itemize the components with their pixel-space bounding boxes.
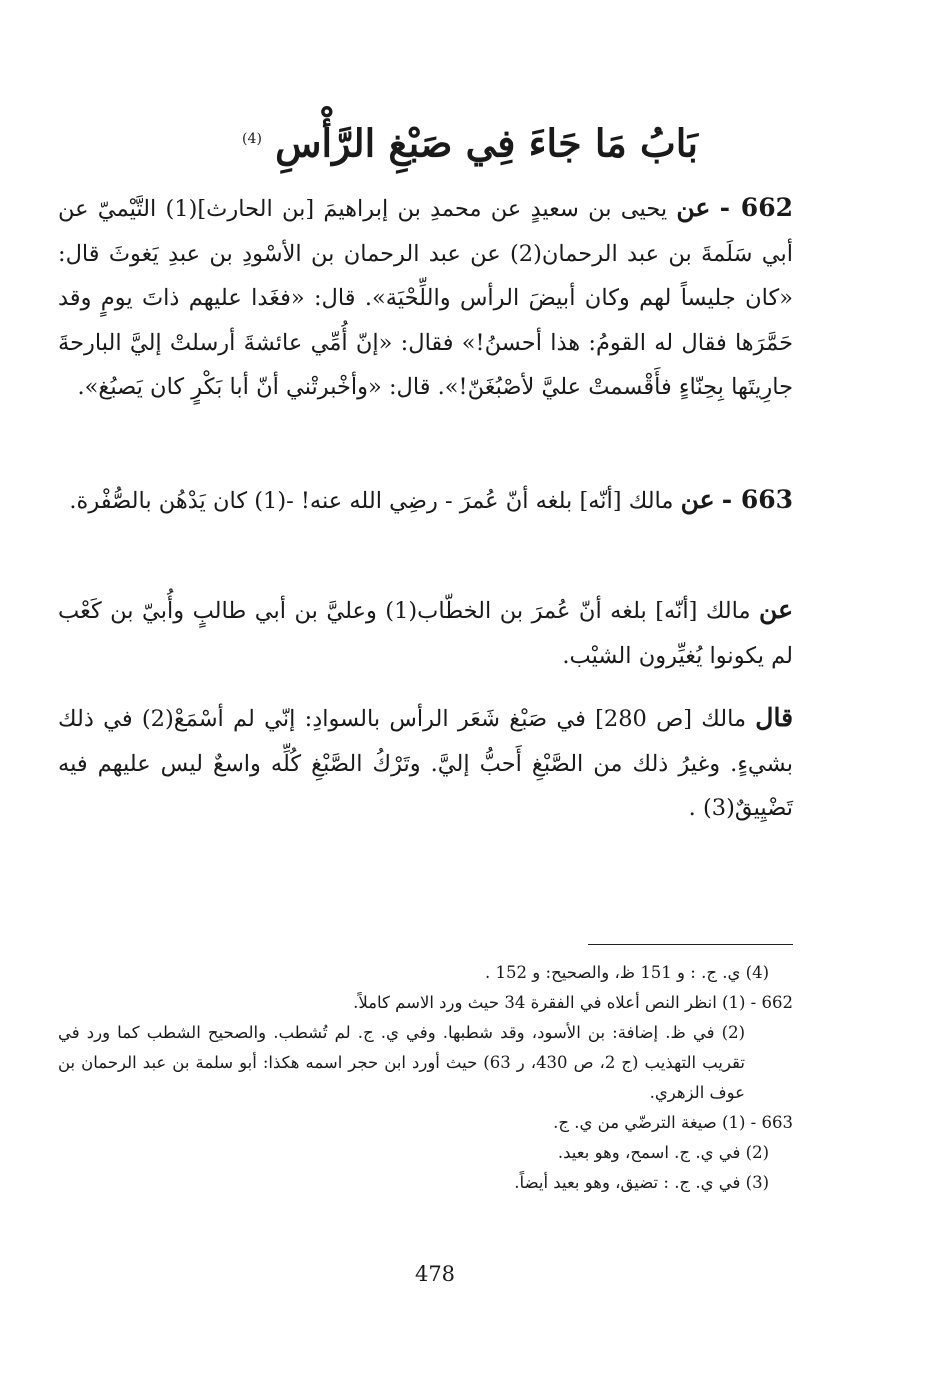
paragraph-number: 662 - — [719, 193, 793, 222]
paragraph-text: مالك [أنّه] بلغه أنّ عُمرَ بن الخطّاب(1) وعليَّ بن أبي طالبٍ وأُبيّ بن كَعْب لم يكونوا يُغيِّرون الشيْب. — [58, 598, 793, 669]
footnote: (3) في ي. ج. : تضيق، وهو بعيد أيضاً. — [514, 1173, 769, 1192]
paragraph-662 — [58, 186, 793, 410]
footnote-separator — [588, 944, 793, 945]
paragraph-number: 663 - — [721, 485, 793, 514]
paragraph-663 — [58, 478, 793, 524]
paragraph-lead-word: عن — [676, 193, 711, 222]
paragraph-lead-word: عن — [680, 485, 715, 514]
chapter-title-text: بَابُ مَا جَاءَ فِي صَبْغِ الرَّأْسِ — [275, 120, 698, 166]
footnote: 662 - (1) انظر النص أعلاه في الفقرة 34 حيث ورد الاسم كاملاً. — [353, 993, 793, 1012]
chapter-title-footnote-ref: (4) — [242, 131, 262, 147]
footnote: (2) في ي. ج. اسمح، وهو بعيد. — [557, 1143, 769, 1162]
paragraph-text: مالك [ص 280] في صَبْغ شَعَر الرأس بالسوادِ: إنّي لم أسْمَعْ(2) في ذلك بشيءٍ. وغيرُ ذلك من الصَّبْغِ أَحبُّ إليَّ. وتَرْكُ الصَّبْغِ كُلِّه واسعٌ ليس عليهم فيه تَضْيِيقٌ(3) . — [58, 706, 793, 821]
page-number: 478 — [414, 1262, 456, 1286]
footnotes — [58, 958, 793, 1198]
paragraph-text: يحيى بن سعيدٍ عن محمدِ بن إبراهيمَ [بن الحارث](1) التَّيْميّ عن أبي سَلَمةَ بن عبد الرحمان(2) عن عبد الرحمان بن الأسْودِ بن عبدِ يَغوثَ قال: «كان جليساً لهم وكان أبيضَ الرأس واللِّحْيَة». قال: «فغَدا عليهم ذاتَ يومٍ وقد حَمَّرَها فقال له القومُ: هذا أحسنُ!» فقال: «إنّ أُمِّي عائشةَ أرسلتْ إليَّ البارحةَ جارِيتَها بِحِنّاءٍ فأَقْسمتْ عليَّ لأصْبُغَنّ!». قال: «وأخْبرتْني أنّ أبا بَكْرٍ كان يَصبُغ». — [58, 196, 794, 400]
chapter-title — [150, 112, 790, 171]
paragraph-text: مالك [أنّه] بلغه أنّ عُمرَ - رضِي الله عنه! -(1) كان يَدْهُن بالصُّفْرة. — [69, 488, 674, 514]
footnote: 663 - (1) صيغة الترضّي من ي. ج. — [553, 1113, 793, 1132]
footnote: (4) ي. ج. : و 151 ظ، والصحيح: و 152 . — [485, 963, 769, 982]
paragraph-lead-word: عن — [759, 595, 793, 624]
paragraph-malik-umar-ali — [58, 588, 793, 678]
paragraph-lead-word: قال — [755, 703, 794, 732]
footnote: (2) في ظ. إضافة: بن الأسود، وقد شطبها. وفي ي. ج. لم تُشطب. والصحيح الشطب كما ورد في تقريب التهذيب (ج 2، ص 430، ر 63) حيث أورد ابن حجر اسمه هكذا: أبو سلمة بن عبد الرحمان بن عوف الزهري. — [58, 1023, 745, 1102]
paragraph-malik-saying — [58, 696, 793, 831]
